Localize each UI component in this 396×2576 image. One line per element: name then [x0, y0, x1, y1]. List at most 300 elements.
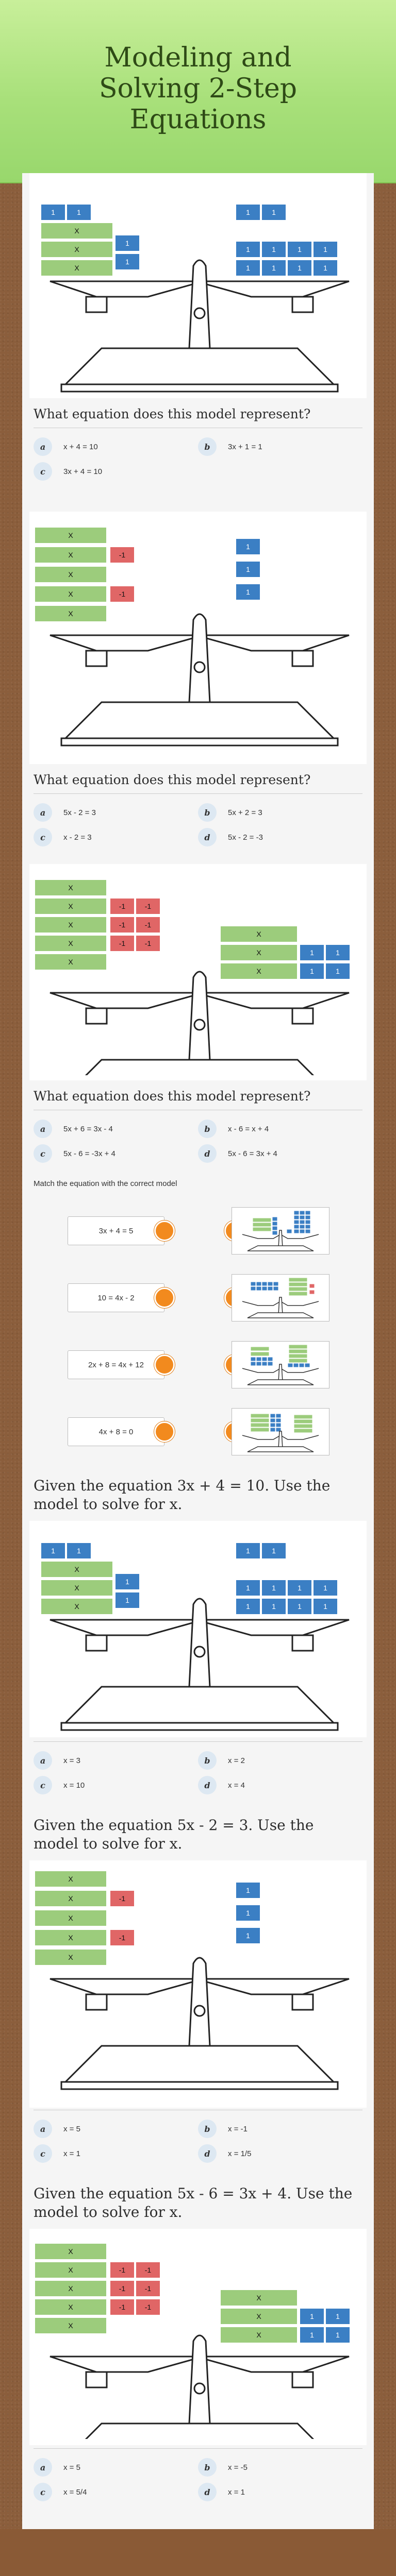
tile-label: 1: [272, 1602, 276, 1611]
neg-tile: [136, 2280, 160, 2297]
neg-tile: [110, 917, 135, 933]
answer-option-b[interactable]: [198, 2120, 362, 2138]
one-tile: [115, 1573, 140, 1590]
x-tile: [35, 954, 107, 970]
tile-label: 1: [310, 2331, 314, 2339]
answer-option-a[interactable]: [34, 803, 198, 822]
left-pan-support: [86, 297, 107, 312]
tile-label: -1: [119, 590, 126, 598]
page-title: Modeling and Solving 2-Step Equations: [98, 42, 298, 135]
one-tile: [268, 1282, 273, 1286]
scale-base: [248, 1447, 314, 1452]
neg-tile: [110, 898, 135, 914]
tile-label: X: [256, 930, 261, 938]
option-text: 5x + 6 = 3x - 4: [63, 1124, 113, 1133]
answer-option-b[interactable]: [198, 803, 362, 822]
right-pan-support: [292, 1635, 313, 1651]
option-letter: c: [34, 1776, 52, 1794]
tile-label: X: [68, 609, 73, 618]
right-pan-support: [292, 1994, 313, 2010]
x-tile: [289, 1282, 307, 1286]
tile-label: X: [68, 531, 73, 539]
option-text: 5x - 2 = 3: [63, 808, 96, 817]
scale-base: [65, 702, 334, 738]
one-tile: [272, 1226, 277, 1230]
option-text: x = 1: [63, 2149, 80, 2158]
one-tile: [251, 1282, 256, 1286]
scale-pillar: [189, 972, 210, 1060]
tile-label: 1: [246, 1886, 250, 1894]
one-tile: [313, 1598, 338, 1615]
x-tile: [294, 1415, 312, 1419]
option-letter: a: [34, 1751, 52, 1770]
one-tile: [273, 1282, 278, 1286]
one-tile: [262, 1286, 267, 1291]
one-tile: [251, 1362, 256, 1366]
one-tile: [300, 963, 324, 979]
answer-option-c[interactable]: [34, 462, 198, 481]
tile-label: 1: [51, 208, 55, 216]
one-tile: [115, 235, 140, 251]
one-tile: [115, 253, 140, 270]
option-letter: a: [34, 437, 52, 456]
one-tile: [256, 1357, 261, 1361]
one-tile: [272, 1217, 277, 1221]
option-letter: c: [34, 2483, 52, 2501]
one-tile: [251, 1286, 256, 1291]
answer-option-c[interactable]: [34, 2483, 198, 2501]
one-tile: [236, 1580, 260, 1596]
tile-label: X: [68, 902, 73, 910]
option-letter: d: [198, 1776, 217, 1794]
option-text: 3x + 1 = 1: [228, 442, 262, 451]
x-tile: [289, 1354, 307, 1358]
question-4-answers: [34, 1742, 362, 1805]
tile-label: 1: [298, 1602, 302, 1611]
question-4: [34, 1465, 362, 1805]
match-model-thumbnail[interactable]: [232, 1274, 329, 1321]
match-model-thumbnail[interactable]: [232, 1207, 329, 1255]
x-tile: [289, 1278, 307, 1282]
answer-option-a[interactable]: [34, 437, 198, 456]
left-pan-support: [86, 651, 107, 666]
option-text: x - 6 = x + 4: [228, 1124, 269, 1133]
neg-tile: [136, 2299, 160, 2315]
one-tile: [288, 1363, 293, 1367]
option-letter: b: [198, 2458, 217, 2477]
tile-label: 1: [246, 543, 250, 551]
one-tile: [256, 1362, 261, 1366]
one-tile: [305, 1229, 310, 1233]
tile-label: 1: [298, 264, 302, 272]
x-tile: [35, 1929, 107, 1946]
tile-label: -1: [144, 939, 152, 947]
option-letter: c: [34, 828, 52, 846]
x-tile: [35, 2299, 107, 2315]
match-pair-4: [34, 1398, 362, 1465]
x-tile: [220, 963, 298, 979]
tile-label: X: [256, 2331, 261, 2339]
answer-option-c[interactable]: [34, 2144, 198, 2163]
neg-tile: [136, 935, 160, 952]
tile-label: X: [68, 2303, 73, 2311]
tile-label: 1: [272, 1547, 276, 1555]
x-tile: [35, 527, 107, 544]
neg-tile: [110, 2299, 135, 2315]
one-tile: [325, 2308, 350, 2325]
answer-option-c[interactable]: [34, 1144, 198, 1163]
x-tile: [251, 1414, 269, 1418]
answer-option-c[interactable]: [34, 1776, 198, 1794]
option-letter: d: [198, 828, 217, 846]
one-tile: [272, 1231, 277, 1235]
x-tile: [35, 898, 107, 914]
x-tile: [251, 1423, 269, 1427]
option-letter: b: [198, 2120, 217, 2138]
answer-option-c[interactable]: [34, 828, 198, 846]
one-tile: [276, 1414, 281, 1418]
x-tile: [35, 2243, 107, 2260]
scale-foot: [61, 2082, 338, 2089]
tile-label: -1: [119, 2266, 126, 2274]
one-tile: [236, 584, 260, 600]
question-1-answers: [34, 428, 362, 491]
one-tile: [115, 1592, 140, 1608]
option-text: x = 3: [63, 1756, 80, 1765]
answer-option-b[interactable]: [198, 1751, 362, 1770]
tile-label: X: [68, 551, 73, 559]
match-pair-2: [34, 1264, 362, 1331]
option-letter: d: [198, 1144, 217, 1163]
one-tile: [262, 1362, 267, 1366]
question-1-prompt: What equation does this model represent?: [34, 398, 362, 428]
match-handle-left[interactable]: [154, 1421, 175, 1442]
balance-model-1: [29, 173, 367, 398]
scale-pillar: [189, 1599, 210, 1687]
neg-tile: [136, 898, 160, 914]
tile-label: 1: [298, 245, 302, 253]
pivot-circle: [194, 308, 205, 318]
question-6: [34, 2173, 362, 2512]
match-equation-card[interactable]: 4x + 8 = 0: [68, 1417, 164, 1446]
one-tile: [251, 1357, 256, 1361]
tile-label: X: [68, 1894, 73, 1903]
tile-label: -1: [119, 902, 126, 910]
option-text: 3x + 4 = 10: [63, 467, 103, 476]
tile-label: 1: [298, 1584, 302, 1592]
tile-label: 1: [125, 258, 129, 266]
one-tile: [325, 2327, 350, 2343]
one-tile: [273, 1286, 278, 1291]
tile-label: 1: [246, 1909, 250, 1917]
worksheet: [22, 173, 374, 2529]
tile-label: 1: [246, 1584, 250, 1592]
one-tile: [300, 1229, 305, 1233]
tile-label: X: [68, 1953, 73, 1961]
x-tile: [35, 2280, 107, 2297]
pivot-circle: [194, 1020, 205, 1030]
one-tile: [294, 1229, 299, 1233]
one-tile: [325, 944, 350, 961]
tile-label: X: [74, 1584, 79, 1592]
scale-base: [65, 1060, 334, 1075]
tile-label: 1: [336, 2312, 340, 2320]
neg-tile: [136, 917, 160, 933]
tile-label: X: [74, 1565, 79, 1573]
one-tile: [261, 1543, 286, 1559]
tile-label: 1: [310, 948, 314, 957]
match-handle-left[interactable]: [154, 1354, 175, 1375]
one-tile: [236, 1543, 260, 1559]
x-tile: [35, 1949, 107, 1965]
x-tile: [251, 1418, 269, 1422]
tile-label: 1: [51, 1547, 55, 1555]
one-tile: [67, 1543, 91, 1559]
one-tile: [236, 1598, 260, 1615]
one-tile: [236, 1905, 260, 1921]
pivot-circle: [194, 2383, 205, 2394]
one-tile: [67, 204, 91, 221]
tile-label: -1: [144, 2266, 152, 2274]
tile-label: 1: [246, 245, 250, 253]
one-tile: [261, 260, 286, 276]
neg-tile: [136, 2262, 160, 2278]
x-tile: [41, 223, 113, 239]
one-tile: [236, 538, 260, 555]
one-tile: [305, 1215, 310, 1219]
x-tile: [220, 926, 298, 942]
question-5-answers: [34, 2110, 362, 2173]
tile-label: 1: [336, 948, 340, 957]
one-tile: [294, 1215, 299, 1219]
question-6-prompt: Given the equation 5x - 6 = 3x + 4. Use the model to solve for x.: [34, 2185, 353, 2221]
match-equation-card[interactable]: 2x + 8 = 4x + 12: [68, 1350, 164, 1379]
one-tile: [293, 1363, 299, 1367]
one-tile: [313, 260, 338, 276]
tile-label: 1: [246, 1602, 250, 1611]
tile-label: X: [68, 939, 73, 947]
x-tile: [41, 260, 113, 276]
answer-option-a[interactable]: [34, 1751, 198, 1770]
x-tile: [35, 935, 107, 952]
option-letter: c: [34, 462, 52, 481]
balance-model-5: [29, 1860, 367, 2108]
x-tile: [289, 1349, 307, 1353]
answer-option-d[interactable]: [198, 828, 362, 846]
one-tile: [272, 1222, 277, 1226]
tile-label: 1: [323, 1602, 327, 1611]
option-text: 5x - 6 = -3x + 4: [63, 1149, 116, 1158]
left-pan-support: [86, 1994, 107, 2010]
tile-label: 1: [246, 1547, 250, 1555]
tile-label: 1: [323, 1584, 327, 1592]
one-tile: [300, 1211, 305, 1215]
answer-option-a[interactable]: [34, 2120, 198, 2138]
tile-label: X: [68, 2321, 73, 2330]
match-model-thumbnail[interactable]: [232, 1341, 329, 1388]
x-tile: [35, 1890, 107, 1907]
option-text: x = -1: [228, 2124, 248, 2133]
x-tile: [251, 1352, 269, 1356]
x-tile: [251, 1428, 269, 1432]
option-text: x + 4 = 10: [63, 442, 98, 451]
one-tile: [261, 241, 286, 258]
option-letter: c: [34, 1144, 52, 1163]
answer-option-b[interactable]: [198, 1120, 362, 1138]
answer-option-b[interactable]: [198, 437, 362, 456]
question-2-prompt: What equation does this model represent?: [34, 764, 362, 794]
answer-option-d[interactable]: [198, 1776, 362, 1794]
option-letter: b: [198, 1120, 217, 1138]
option-letter: a: [34, 2458, 52, 2477]
question-5: [34, 1805, 362, 2173]
option-text: x = 10: [63, 1781, 85, 1790]
x-tile: [35, 566, 107, 583]
neg-tile: [110, 935, 135, 952]
pivot-circle: [194, 662, 205, 672]
tile-label: 1: [246, 208, 250, 216]
tile-label: 1: [323, 264, 327, 272]
tile-label: -1: [119, 2303, 126, 2311]
x-tile: [35, 2317, 107, 2334]
answer-option-b[interactable]: [198, 2458, 362, 2477]
question-6-answers: [34, 2449, 362, 2512]
scale-foot: [61, 1723, 338, 1730]
neg-tile: [110, 586, 135, 602]
answer-option-d[interactable]: [198, 2144, 362, 2163]
one-tile: [299, 1363, 304, 1367]
one-tile: [236, 561, 260, 578]
x-tile: [253, 1218, 271, 1222]
question-4-prompt: Given the equation 3x + 4 = 10. Use the model to solve for x.: [34, 1477, 331, 1513]
tile-label: X: [68, 2266, 73, 2274]
match-handle-left[interactable]: [154, 1221, 175, 1241]
option-text: x = 1: [228, 2487, 245, 2497]
tile-label: 1: [323, 245, 327, 253]
answer-option-d[interactable]: [198, 1144, 362, 1163]
option-text: 5x - 2 = -3: [228, 833, 263, 842]
tile-label: -1: [144, 2284, 152, 2293]
x-tile: [41, 1598, 113, 1615]
x-tile: [289, 1287, 307, 1291]
matching-prompt: Match the equation with the correct model: [34, 1179, 177, 1188]
tile-label: -1: [119, 551, 126, 559]
x-tile: [294, 1419, 312, 1423]
one-tile: [305, 1220, 310, 1224]
x-tile: [289, 1345, 307, 1349]
question-3: [34, 864, 362, 1173]
x-tile: [253, 1223, 271, 1227]
tile-label: 1: [272, 1584, 276, 1592]
one-tile: [261, 1598, 286, 1615]
one-tile: [305, 1363, 310, 1367]
one-tile: [268, 1286, 273, 1291]
match-equation-card[interactable]: 3x + 4 = 5: [68, 1216, 164, 1245]
one-tile: [276, 1423, 281, 1427]
scale-pillar: [278, 1297, 283, 1315]
one-tile: [287, 1229, 292, 1233]
tile-label: -1: [119, 1894, 126, 1903]
pivot-circle: [194, 1647, 205, 1657]
x-tile: [220, 2327, 298, 2343]
answer-option-a[interactable]: [34, 2458, 198, 2477]
option-text: x = 5: [63, 2463, 80, 2472]
tile-label: 1: [336, 967, 340, 975]
question-2: [34, 512, 362, 857]
one-tile: [294, 1211, 299, 1215]
option-letter: a: [34, 803, 52, 822]
balance-model-2: [29, 512, 367, 764]
answer-option-d[interactable]: [198, 2483, 362, 2501]
tile-label: X: [68, 884, 73, 892]
one-tile: [287, 241, 312, 258]
one-tile: [256, 1282, 261, 1286]
one-tile: [313, 1580, 338, 1596]
tile-label: 1: [310, 967, 314, 975]
x-tile: [35, 605, 107, 622]
one-tile: [305, 1211, 310, 1215]
tile-label: -1: [119, 939, 126, 947]
one-tile: [268, 1362, 273, 1366]
scale-base: [248, 1246, 314, 1251]
tile-label: X: [68, 2247, 73, 2256]
neg-tile: [110, 1890, 135, 1907]
answer-option-a[interactable]: [34, 1120, 198, 1138]
match-equation-card[interactable]: 10 = 4x - 2: [68, 1283, 164, 1312]
scale-base: [65, 1687, 334, 1723]
tile-label: 1: [310, 2312, 314, 2320]
option-letter: d: [198, 2144, 217, 2163]
x-tile: [253, 1227, 271, 1231]
option-text: x - 2 = 3: [63, 833, 92, 842]
one-tile: [236, 1927, 260, 1944]
scale-foot: [61, 384, 338, 392]
one-tile: [261, 204, 286, 221]
one-tile: [287, 1580, 312, 1596]
x-tile: [220, 2290, 298, 2306]
tile-label: X: [68, 570, 73, 579]
one-tile: [270, 1418, 275, 1422]
x-tile: [35, 1910, 107, 1926]
tile-label: X: [256, 967, 261, 975]
x-tile: [289, 1292, 307, 1296]
tile-label: -1: [144, 902, 152, 910]
option-letter: c: [34, 2144, 52, 2163]
question-3-prompt: What equation does this model represent?: [34, 1080, 362, 1110]
neg-tile: [110, 547, 135, 563]
scale-base: [248, 1380, 314, 1385]
tile-label: X: [256, 2312, 261, 2320]
scale-foot: [61, 738, 338, 745]
x-tile: [289, 1359, 307, 1363]
one-tile: [41, 204, 65, 221]
one-tile: [262, 1282, 267, 1286]
tile-label: X: [68, 958, 73, 966]
scale-base: [65, 348, 334, 384]
x-tile: [251, 1347, 269, 1351]
one-tile: [300, 1220, 305, 1224]
right-pan-support: [292, 651, 313, 666]
match-handle-left[interactable]: [154, 1287, 175, 1308]
balance-model-4: [29, 1521, 367, 1737]
option-text: 5x + 2 = 3: [228, 808, 262, 817]
one-tile: [294, 1220, 299, 1224]
match-model-thumbnail[interactable]: [232, 1408, 329, 1455]
option-letter: b: [198, 1751, 217, 1770]
scale-pillar: [189, 260, 210, 348]
tile-label: 1: [272, 208, 276, 216]
tile-label: 1: [77, 208, 81, 216]
